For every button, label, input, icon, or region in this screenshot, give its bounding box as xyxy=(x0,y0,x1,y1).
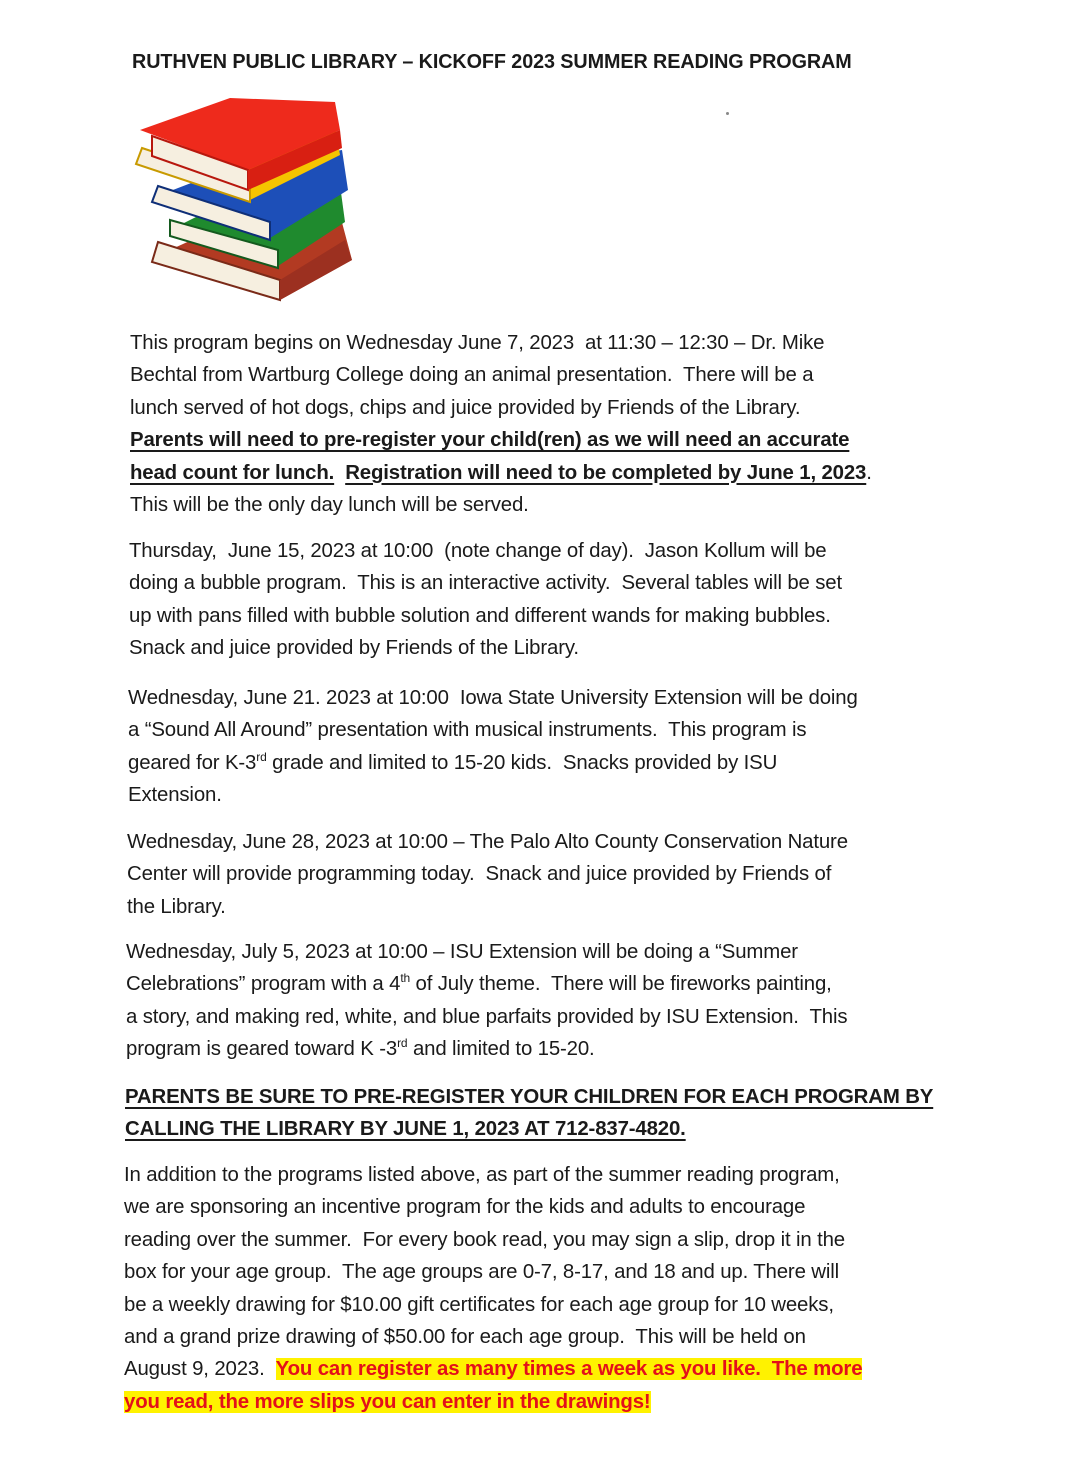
text-line xyxy=(124,1353,954,1385)
text-line: and a grand prize drawing of $50.00 for each age group. This will be held on xyxy=(124,1326,806,1349)
stack-of-books-icon xyxy=(130,90,355,310)
text-span: and limited to 15-20. xyxy=(407,1038,595,1061)
text-line: Center will provide programming today. Snack and juice provided by Friends of xyxy=(127,863,832,886)
drawing-date: August 9, 2023. xyxy=(124,1358,265,1381)
preregister-callout xyxy=(125,1081,955,1146)
event-june-21 xyxy=(128,682,958,812)
text-line: doing a bubble program. This is an interactive activity. Several tables will be set xyxy=(129,572,842,595)
text-span: Celebrations” program with a 4 xyxy=(126,973,401,996)
text-line: a “Sound All Around” presentation with musical instruments. This program is xyxy=(128,719,807,742)
ordinal-suffix: th xyxy=(400,971,411,986)
text-line: a story, and making red, white, and blue parfaits provided by ISU Extension. This xyxy=(126,1005,848,1028)
event-july-5 xyxy=(126,936,956,1066)
scan-speck xyxy=(726,112,729,115)
text-span: program is geared toward K -3 xyxy=(126,1038,398,1061)
callout-line: CALLING THE LIBRARY BY JUNE 1, 2023 AT 712-837-4820. xyxy=(125,1118,686,1141)
text-line: up with pans filled with bubble solution and different wands for making bubbles. xyxy=(129,604,831,627)
text-line: Thursday, June 15, 2023 at 10:00 (note change of day). Jason Kollum will be xyxy=(129,540,827,562)
callout-line: PARENTS BE SURE TO PRE-REGISTER YOUR CHILDREN FOR EACH PROGRAM BY xyxy=(125,1086,934,1108)
text-line: This program begins on Wednesday June 7, 2023 at 11:30 – 12:30 – Dr. Mike xyxy=(130,332,825,354)
flyer-title: RUTHVEN PUBLIC LIBRARY – KICKOFF 2023 SUMMER READING PROGRAM xyxy=(132,50,852,73)
text-line: Wednesday, June 28, 2023 at 10:00 – The Palo Alto County Conservation Nature xyxy=(127,831,848,853)
text-span: geared for K-3 xyxy=(128,751,257,774)
text-line xyxy=(128,747,958,779)
ordinal-suffix: rd xyxy=(397,1036,408,1051)
highlighted-message: you read, the more slips you can enter in the drawings! xyxy=(124,1390,651,1413)
text-line: box for your age group. The age groups are 0-7, 8-17, and 18 and up. There will xyxy=(124,1261,839,1284)
period: . xyxy=(866,461,872,484)
event-june-28 xyxy=(127,826,957,923)
head-count-notice: head count for lunch. xyxy=(130,461,335,484)
highlighted-message: You can register as many times a week as you like. The more xyxy=(275,1358,863,1381)
text-line: Wednesday, July 5, 2023 at 10:00 – ISU Extension will be doing a “Summer xyxy=(126,941,798,963)
text-line: In addition to the programs listed above, as part of the summer reading program, xyxy=(124,1164,840,1186)
text-line: Wednesday, June 21. 2023 at 10:00 Iowa State University Extension will be doing xyxy=(128,687,858,709)
text-line: Extension. xyxy=(128,784,222,807)
text-line: we are sponsoring an incentive program for the kids and adults to encourage xyxy=(124,1196,806,1219)
text-line: the Library. xyxy=(127,895,226,918)
text-line: Bechtal from Wartburg College doing an animal presentation. There will be a xyxy=(130,364,814,387)
text-line: Snack and juice provided by Friends of the Library. xyxy=(129,637,579,660)
text-span: of July theme. There will be fireworks painting, xyxy=(410,973,832,996)
text-line: This will be the only day lunch will be served. xyxy=(130,494,529,517)
incentive-program xyxy=(124,1159,954,1418)
text-line: reading over the summer. For every book read, you may sign a slip, drop it in the xyxy=(124,1228,845,1251)
text-line xyxy=(126,968,956,1000)
text-line: lunch served of hot dogs, chips and juice provided by Friends of the Library. xyxy=(130,396,801,419)
text-line xyxy=(126,1033,956,1065)
ordinal-suffix: rd xyxy=(256,750,267,765)
event-june-7 xyxy=(130,327,960,521)
preregister-notice: Parents will need to pre-register your child(ren) as we will need an accurate xyxy=(130,429,850,452)
text-span: grade and limited to 15-20 kids. Snacks provided by ISU xyxy=(266,751,778,774)
event-june-15 xyxy=(129,535,959,665)
text-line: be a weekly drawing for $10.00 gift certificates for each age group for 10 weeks, xyxy=(124,1293,834,1316)
registration-deadline: Registration will need to be completed by June 1, 2023 xyxy=(345,461,867,484)
